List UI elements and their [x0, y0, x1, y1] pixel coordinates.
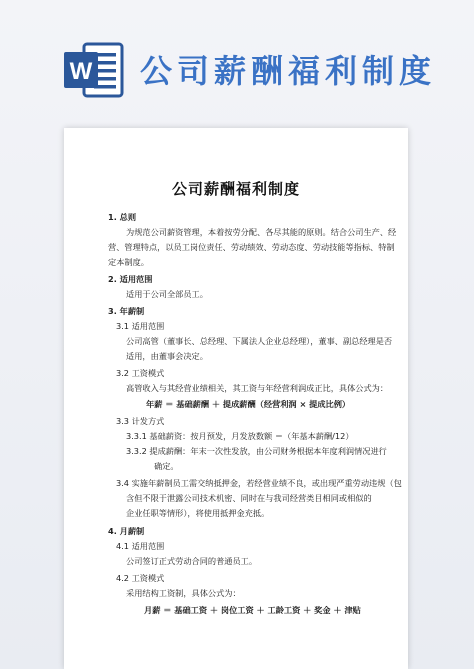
subsection-heading: 3.3 计发方式 [116, 416, 165, 426]
subsection-heading: 3.1 适用范围 [116, 321, 165, 331]
paragraph-line: 3.4 实施年薪制员工需交纳抵押金，若经营业绩不良，或出现严重劳动违规（包 [116, 478, 402, 488]
paragraph-line: 公司签订正式劳动合同的普通员工。 [126, 556, 258, 566]
paragraph-line: 营、管理特点，以员工岗位责任、劳动绩效、劳动态度、劳动技能等指标、特制 [108, 242, 395, 252]
paragraph-line: 适用，由董事会决定。 [126, 351, 208, 361]
paragraph-line: 定本制度。 [108, 257, 149, 267]
paragraph-line: 确定。 [154, 461, 179, 471]
paragraph-line: 适用于公司全部员工。 [126, 289, 208, 299]
document-title: 公司薪酬福利制度 [171, 180, 300, 198]
salary-formula: 月薪 ＝ 基础工资 ＋ 岗位工资 ＋ 工龄工资 ＋ 奖金 ＋ 津贴 [144, 605, 361, 615]
banner-title: 公司薪酬福利制度 [140, 52, 437, 90]
paragraph-line: 含但不限于泄露公司技术机密、同时在与我司经营类目相同或相似的 [126, 493, 372, 503]
subsection-heading: 4.1 适用范围 [116, 541, 165, 551]
salary-formula: 年薪 ＝ 基础薪酬 ＋ 提成薪酬（经营利润 × 提成比例） [146, 399, 351, 409]
section-heading: 1. 总则 [108, 212, 137, 222]
word-icon-letter: W [69, 58, 93, 85]
section-heading: 3. 年薪制 [108, 306, 145, 316]
paragraph-line: 企业任职等情形），将使用抵押金充抵。 [126, 508, 270, 518]
section-heading: 4. 月薪制 [108, 526, 145, 536]
section-heading: 2. 适用范围 [108, 274, 153, 284]
subsection-heading: 4.2 工资模式 [116, 573, 165, 583]
banner [0, 0, 474, 112]
paragraph-line: 3.3.1 基础薪资：按月预发，月发放数额 ＝（年基本薪酬/12） [126, 431, 354, 441]
paragraph-line: 为规范公司薪资管理，本着按劳分配、各尽其能的原则。结合公司生产、经 [126, 227, 397, 237]
paragraph-line: 高管收入与其经营业绩相关，其工资与年经营利润成正比，具体公式为： [126, 383, 389, 393]
paragraph-line: 采用结构工资制，具体公式为： [126, 588, 241, 598]
paragraph-line: 公司高管（董事长、总经理、下属法人企业总经理），董事、副总经理是否 [126, 336, 393, 346]
paragraph-line: 3.3.2 提成薪酬：年末一次性发放，由公司财务根据本年度利润情况进行 [126, 446, 387, 456]
document-page [64, 128, 408, 669]
word-doc-icon [62, 38, 126, 102]
subsection-heading: 3.2 工资模式 [116, 368, 165, 378]
